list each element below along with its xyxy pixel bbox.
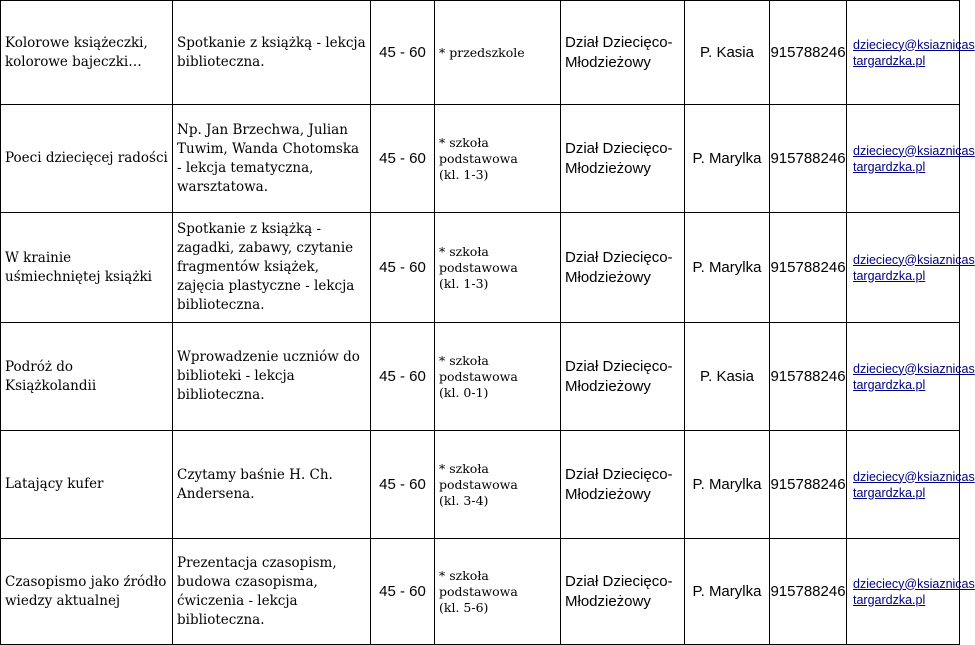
lesson-duration: 45 - 60	[371, 323, 435, 431]
contact-email-link[interactable]: dzieciecy@ksiaznicas targardzka.pl	[847, 1, 960, 105]
lesson-description: Czytamy baśnie H. Ch. Andersena.	[173, 431, 371, 539]
contact-phone: 915788246	[770, 105, 847, 213]
contact-phone: 915788246	[770, 431, 847, 539]
lesson-title: Poeci dziecięcej radości	[1, 105, 173, 213]
lesson-department: Dział Dziecięco- Młodzieżowy	[561, 213, 685, 323]
table-row	[1, 213, 960, 323]
contact-phone: 915788246	[770, 213, 847, 323]
contact-phone: 915788246	[770, 1, 847, 105]
lesson-audience: * szkoła podstawowa (kl. 3-4)	[435, 431, 561, 539]
lesson-audience: * szkoła podstawowa (kl. 0-1)	[435, 323, 561, 431]
contact-person: P. Kasia	[685, 1, 770, 105]
contact-email-link[interactable]: dzieciecy@ksiaznicas targardzka.pl	[847, 105, 960, 213]
table-row	[1, 539, 960, 645]
lesson-title: W krainie uśmiechniętej książki	[1, 213, 173, 323]
lesson-title: Kolorowe książeczki, kolorowe bajeczki…	[1, 1, 173, 105]
table-row	[1, 431, 960, 539]
lesson-department: Dział Dziecięco- Młodzieżowy	[561, 431, 685, 539]
contact-email-link[interactable]: dzieciecy@ksiaznicas targardzka.pl	[847, 213, 960, 323]
table-row	[1, 1, 960, 105]
contact-person: P. Kasia	[685, 323, 770, 431]
contact-phone: 915788246	[770, 323, 847, 431]
lesson-department: Dział Dziecięco- Młodzieżowy	[561, 323, 685, 431]
contact-person: P. Marylka	[685, 105, 770, 213]
lesson-description: Spotkanie z książką - zagadki, zabawy, czytanie fragmentów książek, zajęcia plastyczne - lekcja biblioteczna.	[173, 213, 371, 323]
lesson-duration: 45 - 60	[371, 213, 435, 323]
table-row	[1, 323, 960, 431]
lesson-audience: * szkoła podstawowa (kl. 1-3)	[435, 213, 561, 323]
lesson-department: Dział Dziecięco- Młodzieżowy	[561, 105, 685, 213]
lesson-audience: * przedszkole	[435, 1, 561, 105]
contact-email-link[interactable]: dzieciecy@ksiaznicas targardzka.pl	[847, 539, 960, 645]
lesson-duration: 45 - 60	[371, 539, 435, 645]
table-row	[1, 105, 960, 213]
contact-person: P. Marylka	[685, 431, 770, 539]
lesson-description: Prezentacja czasopism, budowa czasopisma, ćwiczenia - lekcja biblioteczna.	[173, 539, 371, 645]
lesson-duration: 45 - 60	[371, 431, 435, 539]
contact-phone: 915788246	[770, 539, 847, 645]
lesson-department: Dział Dziecięco- Młodzieżowy	[561, 539, 685, 645]
lesson-description: Spotkanie z książką - lekcja biblioteczna.	[173, 1, 371, 105]
lesson-duration: 45 - 60	[371, 1, 435, 105]
lesson-title: Czasopismo jako źródło wiedzy aktualnej	[1, 539, 173, 645]
lesson-description: Wprowadzenie uczniów do biblioteki - lekcja biblioteczna.	[173, 323, 371, 431]
contact-email-link[interactable]: dzieciecy@ksiaznicas targardzka.pl	[847, 431, 960, 539]
lesson-title: Podróż do Książkolandii	[1, 323, 173, 431]
lesson-title: Latający kufer	[1, 431, 173, 539]
contact-person: P. Marylka	[685, 539, 770, 645]
lesson-audience: * szkoła podstawowa (kl. 1-3)	[435, 105, 561, 213]
contact-person: P. Marylka	[685, 213, 770, 323]
lesson-department: Dział Dziecięco- Młodzieżowy	[561, 1, 685, 105]
lesson-duration: 45 - 60	[371, 105, 435, 213]
lesson-audience: * szkoła podstawowa (kl. 5-6)	[435, 539, 561, 645]
lesson-description: Np. Jan Brzechwa, Julian Tuwim, Wanda Chotomska - lekcja tematyczna, warsztatowa.	[173, 105, 371, 213]
contact-email-link[interactable]: dzieciecy@ksiaznicas targardzka.pl	[847, 323, 960, 431]
